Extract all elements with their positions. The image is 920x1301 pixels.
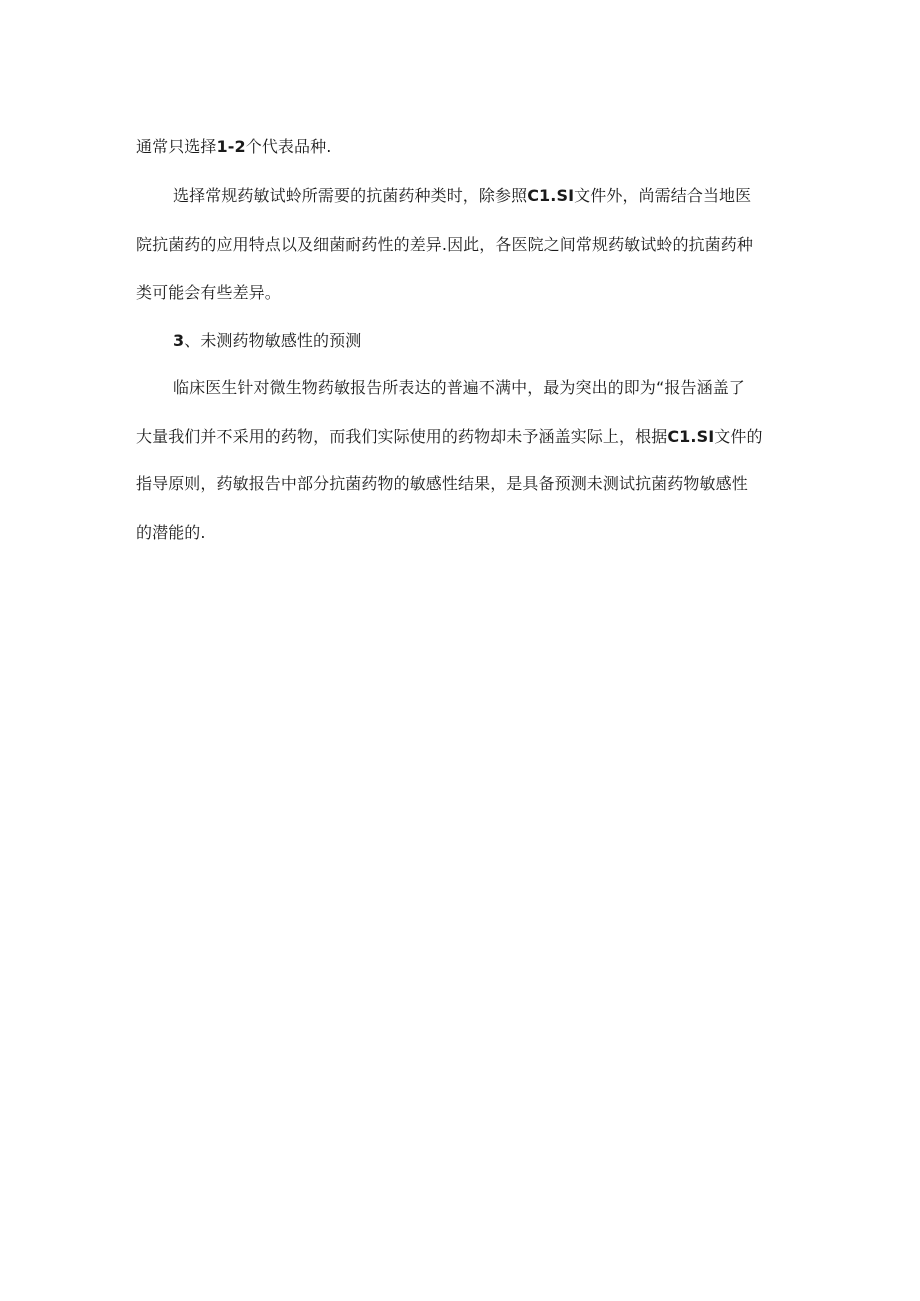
bold-reference: C1.SI: [527, 186, 575, 205]
heading-number: 3: [173, 331, 185, 350]
text-run: 个代表品种.: [245, 137, 332, 156]
text-run: 选择常规药敏试蛉所需要的抗菌药种类时，除参照: [173, 186, 528, 205]
section-heading: [173, 331, 361, 351]
text-run: 文件的: [714, 427, 763, 446]
text-run: 大量我们并不采用的药物，而我们实际使用的药物却未予涵盖实际上，根据: [136, 427, 668, 446]
paragraph-3-line-2: [136, 427, 763, 447]
paragraph-3-line-1: 临床医生针对微生物药敏报告所表达的普遍不满中，最为突出的即为“报告涵盖了: [173, 378, 745, 397]
paragraph-2-line-1: [173, 186, 751, 206]
paragraph-2-line-2: 院抗菌药的应用特点以及细菌耐药性的差异.因此，各医院之间常规药敏试蛉的抗菌药种: [136, 235, 753, 254]
bold-range: 1-2: [216, 137, 246, 156]
paragraph-3-line-3: 指导原则，药敏报告中部分抗菌药物的敏感性结果，是具备预测未测试抗菌药物敏感性: [136, 474, 748, 493]
heading-text: 、未测药物敏感性的预测: [184, 331, 362, 350]
text-run: 文件外，尚需结合当地医: [574, 186, 752, 205]
paragraph-3-line-4: 的潜能的.: [136, 523, 206, 542]
bold-reference: C1.SI: [667, 427, 715, 446]
paragraph-1-line-1: [136, 137, 331, 157]
paragraph-2-line-3: 类可能会有些差异。: [136, 283, 281, 302]
text-run: 通常只选择: [136, 137, 217, 156]
